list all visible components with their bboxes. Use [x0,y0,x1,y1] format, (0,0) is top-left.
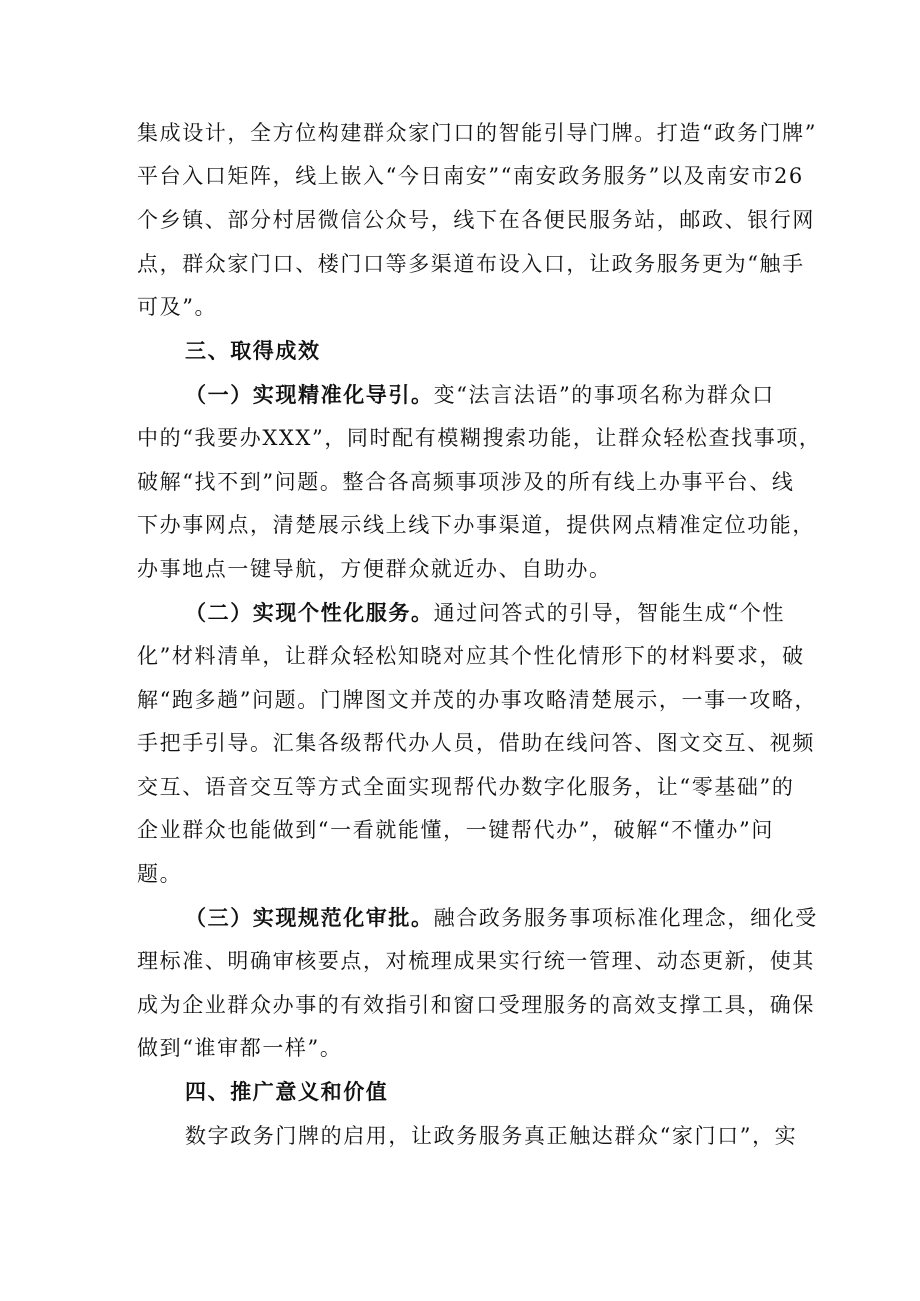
item-1-first-line-text: 变“法言法语”的事项名称为群众口 [433,383,775,407]
section-4-first-line: 数字政务门牌的启用，让政务服务真正触达群众“家门口”，实 [185,1124,798,1148]
intro-line-5: 可及”。 [137,295,218,319]
item-3-line-3: 成为企业群众办事的有效指引和窗口受理服务的高效支撑工具，确保 [137,993,815,1017]
item-1-line-2: 中的“我要办XXX”，同时配有模糊搜索功能，让群众轻松查找事项， [137,426,822,450]
item-2-title: （二）实现个性化服务。 [185,600,434,625]
intro-line-1: 集成设计，全方位构建群众家门口的智能引导门牌。打造“政务门牌” [137,121,818,145]
intro-line-4: 点，群众家门口、楼门口等多渠道布设入口，让政务服务更为“触手 [137,252,805,276]
item-3-line-4: 做到“谁审都一样”。 [137,1036,343,1060]
item-2-line-6: 企业群众也能做到“一看就能懂，一键帮代办”，破解“不懂办”问 [137,818,774,842]
section-4-heading: 四、推广意义和价值 [185,1079,389,1104]
section-3-heading: 三、取得成效 [185,338,321,363]
item-2-line-2: 化”材料清单，让群众轻松知晓对应其个性化情形下的材料要求，破 [137,644,805,668]
item-3-first-line-text: 融合政务服务事项标准化理念，细化受 [433,906,818,930]
item-2-first-line-text: 通过问答式的引导，智能生成“个性 [433,601,785,625]
item-1-first-line [185,380,845,410]
item-3-title: （三）实现规范化审批。 [185,905,434,930]
item-2-line-7: 题。 [137,862,183,886]
item-3-line-2: 理标准、明确审核要点，对梳理成果实行统一管理、动态更新，使其 [137,949,815,973]
item-2-line-5: 交互、语音交互等方式全面实现帮代办数字化服务，让“零基础”的 [137,775,795,799]
item-2-first-line [185,598,845,628]
item-2-line-3: 解“跑多趟”问题。门牌图文并茂的办事攻略清楚展示，一事一攻略， [137,688,818,712]
item-1-line-5: 办事地点一键导航，方便群众就近办、自助办。 [137,557,612,581]
intro-line-2: 平台入口矩阵，线上嵌入“今日南安”“南安政务服务”以及南安市26 [137,164,804,188]
item-1-line-3: 破解“找不到”问题。整合各高频事项涉及的所有线上办事平台、线 [137,470,795,494]
item-2-line-4: 手把手引导。汇集各级帮代办人员，借助在线问答、图文交互、视频 [137,731,815,755]
intro-line-3: 个乡镇、部分村居微信公众号，线下在各便民服务站，邮政、银行网 [137,208,815,232]
item-1-line-4: 下办事网点，清楚展示线上线下办事渠道，提供网点精准定位功能， [137,513,815,537]
item-3-first-line [185,903,845,933]
item-1-title: （一）实现精准化导引。 [185,382,434,407]
